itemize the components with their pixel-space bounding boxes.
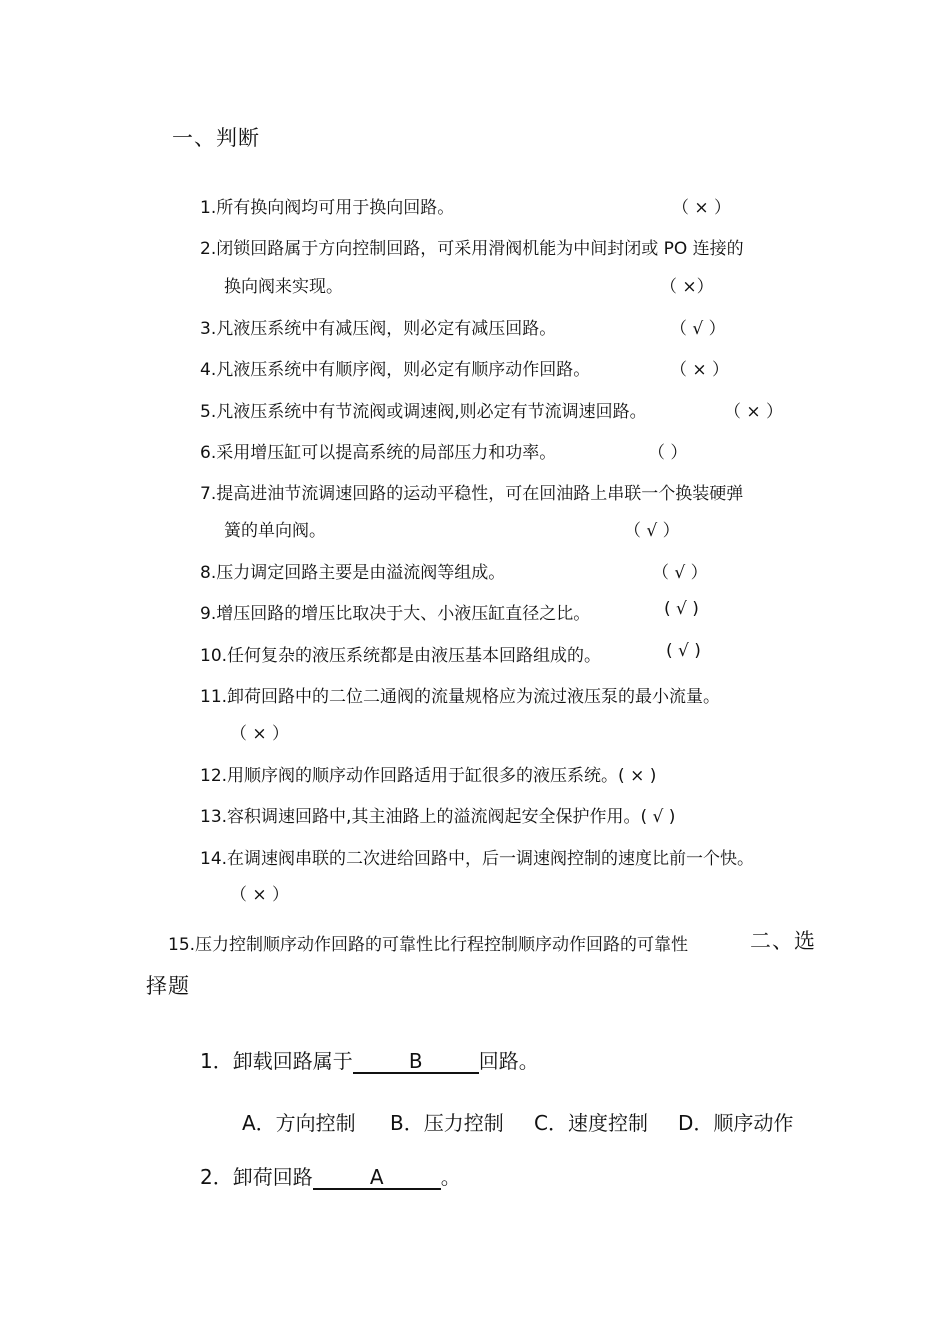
answer-5: （ × ） (724, 402, 784, 422)
answer-3: （ √ ） (670, 319, 726, 339)
question-3: 3.凡液压系统中有减压阀，则必定有减压回路。 (200, 319, 557, 339)
section2-heading: 二、选 (750, 929, 816, 953)
mc-question-2-prefix: 2．卸荷回路 (200, 1165, 313, 1189)
question-2: 2.闭锁回路属于方向控制回路，可采用滑阀机能为中间封闭或 PO 连接的 (200, 239, 744, 259)
mc-question-1-option-a: A．方向控制 (242, 1111, 356, 1135)
question-9: 9.增压回路的增压比取决于大、小液压缸直径之比。 (200, 604, 591, 624)
question-10: 10.任何复杂的液压系统都是由液压基本回路组成的。 (200, 646, 602, 666)
mc-question-2-answer: A (313, 1166, 441, 1190)
answer-8: （ √ ） (652, 563, 708, 583)
question-7-continuation: 簧的单向阀。 (224, 521, 326, 541)
mc-question-1-suffix: 回路。 (478, 1049, 539, 1073)
question-11: 11.卸荷回路中的二位二通阀的流量规格应为流过液压泵的最小流量。 (200, 687, 721, 707)
answer-7: （ √ ） (624, 521, 680, 541)
mc-question-1-prefix: 1．卸载回路属于 (200, 1049, 353, 1073)
answer-10: ( √ ) (666, 641, 701, 661)
question-5: 5.凡液压系统中有节流阀或调速阀,则必定有节流调速回路。 (200, 402, 647, 422)
mc-question-1-option-b: B．压力控制 (390, 1111, 504, 1135)
question-13: 13.容积调速回路中,其主油路上的溢流阀起安全保护作用。( √ ) (200, 807, 676, 827)
answer-2: （ ×） (660, 277, 714, 297)
answer-6: （ ） (648, 443, 688, 463)
question-12: 12.用顺序阀的顺序动作回路适用于缸很多的液压系统。( × ) (200, 766, 657, 786)
mc-question-1 (200, 1045, 539, 1074)
answer-1: （ × ） (672, 198, 732, 218)
question-2-continuation: 换向阀来实现。 (224, 277, 343, 297)
mc-question-1-option-c: C．速度控制 (534, 1111, 648, 1135)
mc-question-2-suffix: 。 (440, 1165, 461, 1189)
question-4: 4.凡液压系统中有顺序阀，则必定有顺序动作回路。 (200, 360, 591, 380)
question-7: 7.提高进油节流调速回路的运动平稳性，可在回油路上串联一个换装硬弹 (200, 484, 744, 504)
question-6: 6.采用增压缸可以提高系统的局部压力和功率。 (200, 443, 557, 463)
question-14: 14.在调速阀串联的二次进给回路中，后一调速阀控制的速度比前一个快。 (200, 849, 755, 869)
mc-question-1-answer: B (353, 1050, 479, 1074)
question-15: 15.压力控制顺序动作回路的可靠性比行程控制顺序动作回路的可靠性 (168, 935, 689, 955)
question-8: 8.压力调定回路主要是由溢流阀等组成。 (200, 563, 506, 583)
answer-14: （ × ） (230, 885, 290, 905)
section1-heading: 一、判断 (172, 126, 260, 150)
answer-9: ( √ ) (664, 599, 699, 619)
mc-question-1-option-d: D．顺序动作 (678, 1111, 794, 1135)
section2-heading-continuation: 择题 (146, 974, 190, 998)
mc-question-2 (200, 1161, 461, 1190)
answer-11: （ × ） (230, 724, 290, 744)
question-1: 1.所有换向阀均可用于换向回路。 (200, 198, 455, 218)
answer-4: （ × ） (670, 360, 730, 380)
